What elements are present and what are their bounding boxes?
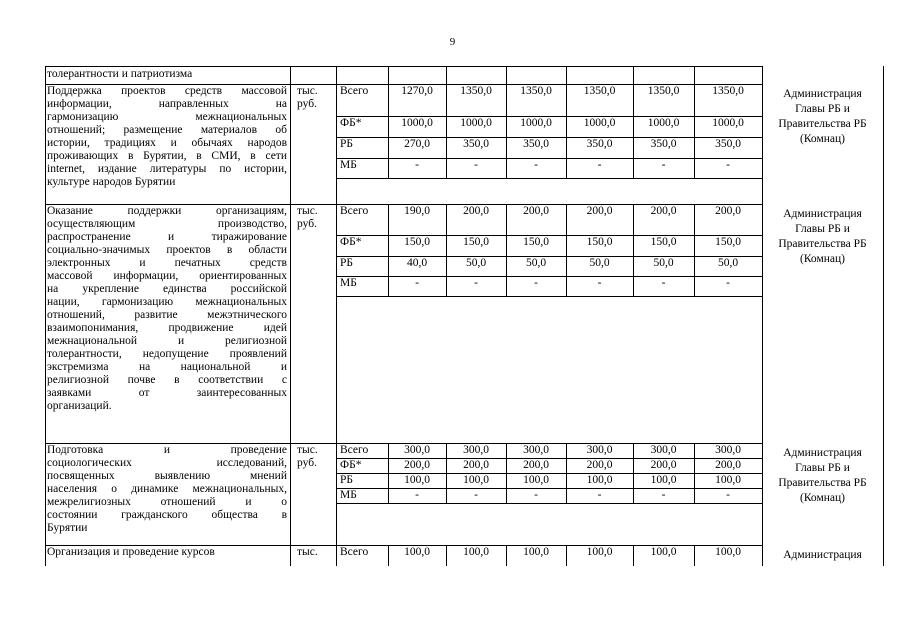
description-line: культуре народов Бурятии (47, 176, 176, 188)
table-rule (336, 204, 337, 443)
unit-label: тыс. (297, 85, 318, 97)
description-line: электронных и печатных средств (47, 257, 287, 269)
funding-source: Всего (340, 444, 369, 456)
amount-value: 350,0 (650, 138, 677, 150)
table-rule (446, 66, 447, 84)
description-line: экстремизма на национальной и (47, 361, 287, 373)
unit-label: тыс. (297, 444, 318, 456)
amount-value: 200,0 (463, 205, 489, 217)
table-rule (883, 204, 884, 443)
funding-source: Всего (340, 546, 369, 558)
amount-value: 100,0 (715, 546, 741, 558)
amount-value: 50,0 (589, 257, 610, 269)
executor-line: Главы РБ и (795, 223, 850, 235)
amount-value: 100,0 (463, 474, 489, 486)
description-line: отношений, развитие межэтнического (47, 309, 287, 321)
description-line: посвященных выявлению мнений (47, 470, 287, 482)
amount-value: 100,0 (523, 546, 549, 558)
table-rule (336, 66, 337, 84)
table-rule (45, 545, 46, 566)
description-line: Организация и проведение курсов (47, 546, 215, 558)
description-line: отношений; размещение материалов об (47, 124, 287, 136)
amount-value: 350,0 (523, 138, 549, 150)
amount-value: 1000,0 (460, 117, 492, 129)
measure-description (47, 85, 287, 189)
amount-value: 100,0 (650, 474, 677, 486)
description-line: состоянии гражданского общества в (47, 509, 287, 521)
measure-description (47, 205, 287, 413)
amount-value: 50,0 (525, 257, 547, 269)
amount-value: 150,0 (463, 236, 489, 248)
executor-line: Главы РБ и (795, 103, 850, 115)
amount-value: - (534, 159, 538, 171)
amount-value: 200,0 (715, 459, 741, 471)
amount-value: 200,0 (586, 205, 613, 217)
funding-source: ФБ* (340, 459, 362, 471)
table-rule (762, 66, 763, 84)
description-line: организаций. (47, 400, 112, 412)
amount-value: - (726, 277, 730, 289)
table-rule (883, 66, 884, 84)
amount-value: 1350,0 (583, 85, 616, 97)
table-top-rule (45, 66, 763, 67)
amount-value: - (597, 489, 602, 501)
table-rule (883, 443, 884, 545)
description-line: internet, издание литературы по истории, (47, 163, 287, 175)
amount-value: 100,0 (404, 546, 430, 558)
description-line: межрелигиозных отношений и о (47, 496, 287, 508)
table-rule (883, 84, 884, 204)
funding-source: РБ (340, 474, 353, 486)
description-line: Бурятии (47, 522, 88, 534)
amount-value: - (474, 489, 478, 501)
amount-value: 50,0 (465, 257, 487, 269)
amount-value: 200,0 (715, 205, 741, 217)
table-rule (336, 545, 337, 566)
amount-value: 300,0 (404, 444, 430, 456)
amount-value: 50,0 (653, 257, 674, 269)
funding-source: РБ (340, 138, 353, 150)
table-rule (45, 443, 46, 545)
amount-value: - (597, 277, 602, 289)
amount-value: 1270,0 (401, 85, 433, 97)
description-line: заявками от заинтересованных (47, 387, 287, 399)
amount-value: - (661, 489, 666, 501)
funding-source: Всего (340, 205, 369, 217)
description-line: проживающих в Бурятии, в СМИ, в сети (47, 150, 287, 162)
amount-value: 150,0 (650, 236, 677, 248)
table-rule (290, 545, 291, 566)
description-line: нации, гармонизацию межнациональных (47, 296, 287, 308)
amount-value: - (597, 159, 602, 171)
amount-value: 40,0 (406, 257, 428, 269)
executor-line: Администрация (783, 208, 862, 220)
amount-value: 200,0 (523, 205, 549, 217)
funding-source: ФБ* (340, 236, 362, 248)
table-rule (883, 545, 884, 566)
amount-value: 350,0 (463, 138, 489, 150)
amount-value: 1350,0 (647, 85, 680, 97)
table-rule (694, 66, 695, 84)
table-rule (633, 66, 634, 84)
description-line: социально-значимых проектов в области (47, 244, 287, 256)
amount-value: 300,0 (715, 444, 741, 456)
amount-value: 1000,0 (647, 117, 680, 129)
description-line: Поддержка проектов средств массовой (47, 85, 287, 97)
executor-line: Администрация (783, 88, 862, 100)
amount-value: - (534, 489, 538, 501)
description-line: Подготовка и проведение (47, 444, 287, 456)
amount-value: 1350,0 (460, 85, 492, 97)
description-line: гармонизацию межнациональных (47, 111, 287, 123)
amount-value: - (415, 489, 419, 501)
unit-label: руб. (297, 218, 317, 230)
amount-value: 200,0 (586, 459, 613, 471)
table-rule (290, 66, 291, 84)
amount-value: 100,0 (523, 474, 549, 486)
amount-value: 300,0 (586, 444, 613, 456)
subrow-rule (336, 503, 763, 504)
executor-line: Администрация (783, 549, 862, 561)
amount-value: - (415, 159, 419, 171)
amount-value: - (726, 159, 730, 171)
amount-value: 150,0 (586, 236, 613, 248)
amount-value: 1000,0 (712, 117, 744, 129)
amount-value: 270,0 (404, 138, 430, 150)
measure-description (47, 546, 287, 559)
amount-value: 1000,0 (520, 117, 552, 129)
description-line: религиозной почве в соответствии с (47, 374, 287, 386)
amount-value: 1000,0 (583, 117, 616, 129)
table-rule (45, 84, 46, 204)
subrow-rule (336, 296, 763, 297)
amount-value: 200,0 (650, 459, 677, 471)
executor-line: (Комнац) (800, 492, 845, 504)
table-rule (290, 204, 291, 443)
amount-value: 350,0 (586, 138, 613, 150)
description-line: осуществляющим производство, (47, 218, 287, 230)
amount-value: 100,0 (586, 546, 613, 558)
table-rule (336, 84, 337, 204)
amount-value: 200,0 (523, 459, 549, 471)
description-line: истории, традициях и обычаях народов (47, 137, 287, 149)
description-line: распространение и тиражирование (47, 231, 287, 243)
amount-value: 100,0 (463, 546, 489, 558)
page-number: 9 (449, 36, 456, 48)
description-line: на укрепление единства российской (47, 283, 287, 295)
unit-label: тыс. (297, 546, 318, 558)
amount-value: 50,0 (717, 257, 739, 269)
amount-value: 300,0 (463, 444, 489, 456)
amount-value: - (415, 277, 419, 289)
subrow-rule (336, 178, 763, 179)
amount-value: 100,0 (404, 474, 430, 486)
unit-label: тыс. (297, 205, 318, 217)
amount-value: 100,0 (650, 546, 677, 558)
amount-value: 1350,0 (712, 85, 744, 97)
table-rule (45, 204, 46, 443)
description-line: информации, направленных на (47, 98, 287, 110)
amount-value: 300,0 (523, 444, 549, 456)
funding-source: МБ (340, 277, 357, 289)
amount-value: 100,0 (715, 474, 741, 486)
funding-source: Всего (340, 85, 369, 97)
amount-value: 200,0 (463, 459, 489, 471)
description-line: Оказание поддержки организациям, (47, 205, 287, 217)
table-rule (45, 66, 46, 84)
table-rule (290, 84, 291, 204)
table-rule (388, 66, 389, 84)
table-rule (566, 66, 567, 84)
amount-value: 150,0 (715, 236, 741, 248)
executor-line: (Комнац) (800, 133, 845, 145)
funding-source: МБ (340, 489, 357, 501)
amount-value: 350,0 (715, 138, 741, 150)
description-line: взаимопонимания, продвижение идей (47, 322, 287, 334)
amount-value: 200,0 (404, 459, 430, 471)
amount-value: - (474, 277, 478, 289)
amount-value: - (534, 277, 538, 289)
amount-value: - (474, 159, 478, 171)
executor-line: Правительства РБ (778, 238, 867, 250)
amount-value: 150,0 (404, 236, 430, 248)
amount-value: 150,0 (523, 236, 549, 248)
funding-source: МБ (340, 159, 357, 171)
table-rule (290, 443, 291, 545)
amount-value: 300,0 (650, 444, 677, 456)
description-line: межнациональной и религиозной (47, 335, 287, 347)
description-line: населения о динамике межнациональных, (47, 483, 287, 495)
amount-value: 200,0 (650, 205, 677, 217)
amount-value: 1000,0 (401, 117, 433, 129)
amount-value: - (661, 159, 666, 171)
amount-value: 190,0 (404, 205, 430, 217)
description-line: массовой информации, ориентированных (47, 270, 287, 282)
description-line: социологических исследований, (47, 457, 287, 469)
funding-source: РБ (340, 257, 353, 269)
continuation-text: толерантности и патриотизма (47, 68, 193, 80)
measure-description (47, 444, 287, 535)
executor-line: Правительства РБ (778, 477, 867, 489)
unit-label: руб. (297, 98, 317, 110)
amount-value: 100,0 (586, 474, 613, 486)
amount-value: 1350,0 (520, 85, 552, 97)
amount-value: - (726, 489, 730, 501)
table-rule (506, 66, 507, 84)
executor-line: (Комнац) (800, 253, 845, 265)
unit-label: руб. (297, 457, 317, 469)
executor-line: Главы РБ и (795, 462, 850, 474)
description-line: толерантности, недопущение проявлений (47, 348, 287, 360)
executor-line: Правительства РБ (778, 118, 867, 130)
amount-value: - (661, 277, 666, 289)
funding-source: ФБ* (340, 117, 362, 129)
executor-line: Администрация (783, 447, 862, 459)
